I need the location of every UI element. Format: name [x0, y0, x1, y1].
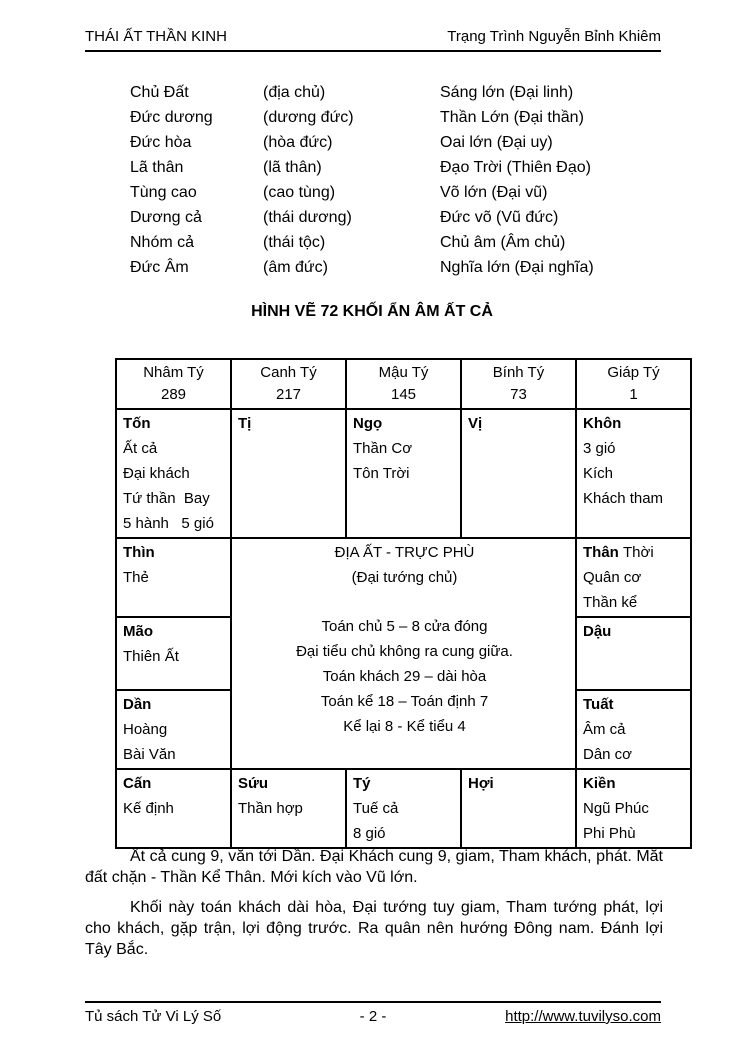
table-row	[116, 769, 691, 848]
term-right: Võ lớn (Đại vũ)	[440, 184, 548, 201]
page-header	[85, 28, 661, 52]
header-right-author: Trạng Trình Nguyễn Bỉnh Khiêm	[447, 28, 661, 45]
term-paren: (hòa đức)	[263, 134, 333, 151]
cell-ty: Tý Tuế cả 8 gió	[346, 769, 461, 848]
header-cell-nham-ty	[116, 359, 231, 409]
col-name: Mậu Tý	[378, 364, 429, 381]
paragraph-2: Khối này toán khách dài hòa, Đại tướng tuy giam, Tham tướng phát, lợi cho khách, gặp trận, lợi động trước. Ra quân nên hướng Đông nam. Đánh lợi Tây Bắc.	[85, 899, 663, 958]
cell-center: ĐỊA ẤT - TRỰC PHÙ (Đại tướng chủ) Toán chủ 5 – 8 cửa đóng Đại tiểu chủ không ra cung giữa. Toán khách 29 – dài hòa Toán kể 18 – Toán định 7 Kể lại 8 - Kể tiểu 4	[231, 538, 576, 769]
term-right: Chủ âm (Âm chủ)	[440, 234, 566, 251]
term-label: Đức hòa	[130, 134, 192, 151]
term-right: Đức võ (Vũ đức)	[440, 209, 559, 226]
header-left-title: THÁI ẤT THẦN KINH	[85, 28, 227, 45]
list-row	[130, 205, 594, 230]
term-label: Lã thân	[130, 159, 184, 176]
cell-ton: Tốn Ất cả Đại khách Tứ thần Bay 5 hành 5 gió	[116, 409, 231, 538]
term-paren: (cao tùng)	[263, 184, 336, 201]
term-label: Dương cả	[130, 209, 202, 226]
cell-mao: Mão Thiên Ất	[116, 617, 231, 690]
term-list	[130, 80, 594, 280]
term-right: Nghĩa lớn (Đại nghĩa)	[440, 259, 594, 276]
term-right: Thần Lớn (Đại thần)	[440, 109, 584, 126]
table-row	[116, 409, 691, 538]
term-right: Oai lớn (Đại uy)	[440, 134, 553, 151]
footer-page-number: - 2 -	[359, 1008, 387, 1025]
figure-title: HÌNH VẼ 72 KHỐI ẨN ÂM ẤT CẢ	[251, 303, 493, 320]
col-num: 217	[275, 386, 302, 403]
list-row	[130, 105, 594, 130]
term-label: Đức dương	[130, 109, 213, 126]
page-footer	[85, 1001, 661, 1025]
term-paren: (dương đức)	[263, 109, 354, 126]
col-name: Nhâm Tý	[143, 364, 204, 381]
header-cell-binh-ty	[461, 359, 576, 409]
cell-suu: Sứu Thần hợp	[231, 769, 346, 848]
khoi-table	[115, 358, 692, 849]
list-row	[130, 130, 594, 155]
header-cell-giap-ty	[576, 359, 691, 409]
cell-dau: Dậu	[576, 617, 691, 690]
footer-url-link[interactable]: http://www.tuvilyso.com	[505, 1008, 661, 1025]
list-row	[130, 80, 594, 105]
list-row	[130, 180, 594, 205]
cell-tuat: Tuất Âm cả Dân cơ	[576, 690, 691, 769]
col-name: Bính Tý	[492, 364, 545, 381]
col-num: 73	[510, 386, 527, 403]
header-cell-mau-ty	[346, 359, 461, 409]
term-label: Chủ Đất	[130, 84, 189, 101]
term-paren: (âm đức)	[263, 259, 328, 276]
list-row	[130, 230, 594, 255]
body-text	[85, 846, 663, 969]
term-paren: (địa chủ)	[263, 84, 326, 101]
term-label: Tùng cao	[130, 184, 197, 201]
cell-dan: Dần Hoàng Bài Văn	[116, 690, 231, 769]
term-right: Sáng lớn (Đại linh)	[440, 84, 574, 101]
cell-kien: Kiền Ngũ Phúc Phi Phù	[576, 769, 691, 848]
term-label: Đức Âm	[130, 259, 189, 276]
table-header-row	[116, 359, 691, 409]
cell-khon: Khôn 3 gió Kích Khách tham	[576, 409, 691, 538]
cell-can: Cấn Kế định	[116, 769, 231, 848]
footer-series-title: Tủ sách Tử Vi Lý Số	[85, 1008, 222, 1025]
table-row	[116, 538, 691, 617]
term-paren: (lã thân)	[263, 159, 322, 176]
paragraph-1: Ất cả cung 9, văn tới Dần. Đại Khách cung 9, giam, Tham khách, phát. Mắt đất chặn - Thần Kể Thân. Mới kích vào Vũ lớn.	[85, 848, 663, 886]
col-name: Canh Tý	[260, 364, 317, 381]
cell-vi: Vị	[461, 409, 576, 538]
header-cell-canh-ty	[231, 359, 346, 409]
cell-thin: Thìn Thẻ	[116, 538, 231, 617]
term-paren: (thái tộc)	[263, 234, 326, 251]
term-paren: (thái dương)	[263, 209, 352, 226]
cell-ngo: Ngọ Thần Cơ Tôn Trời	[346, 409, 461, 538]
term-right: Đạo Trời (Thiên Đạo)	[440, 159, 591, 176]
col-num: 145	[390, 386, 417, 403]
cell-ti: Tị	[231, 409, 346, 538]
col-num: 1	[629, 386, 638, 403]
col-name: Giáp Tý	[607, 364, 660, 381]
list-row	[130, 255, 594, 280]
cell-than: Thân Thời Quân cơ Thần kể	[576, 538, 691, 617]
cell-hoi: Hợi	[461, 769, 576, 848]
term-label: Nhóm cả	[130, 234, 195, 251]
list-row	[130, 155, 594, 180]
col-num: 289	[160, 386, 187, 403]
